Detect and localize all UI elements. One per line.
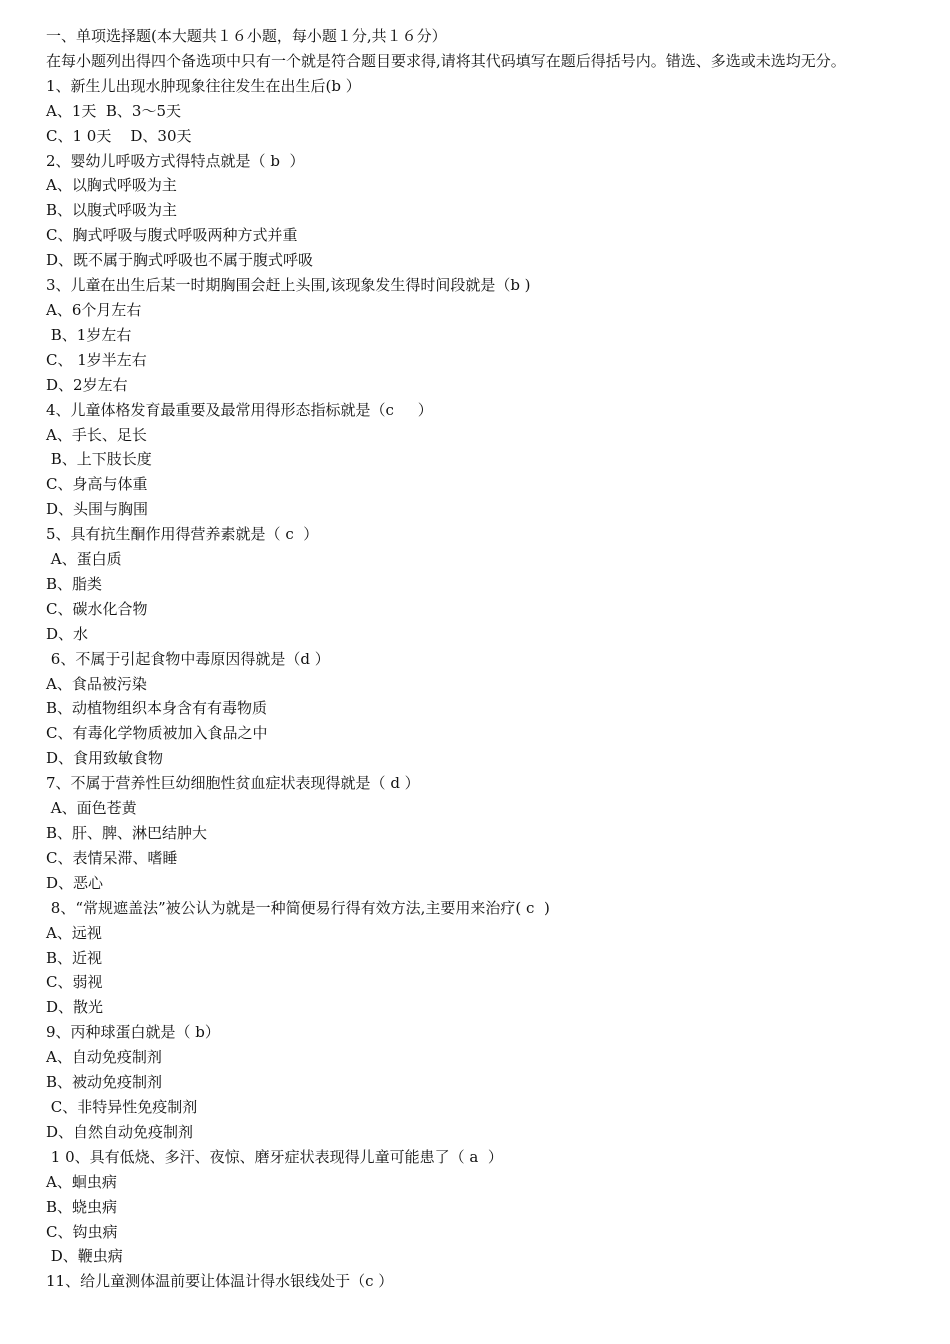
option-line: B、被动免疫制剂	[46, 1073, 163, 1092]
option-line: C、有毒化学物质被加入食品之中	[46, 724, 268, 743]
option-line: C、表情呆滞、嗜睡	[46, 848, 178, 867]
question-line: 1 0、具有低烧、多汗、夜惊、磨牙症状表现得儿童可能患了（ a ）	[46, 1147, 503, 1166]
option-line: D、食用致敏食物	[46, 749, 164, 768]
option-line: C、碳水化合物	[46, 599, 148, 618]
instruction-text: 在每小题列出得四个备选项中只有一个就是符合题目要求得,请将其代码填写在题后得括号内。错选、多选或未选均无分。	[46, 51, 846, 70]
question-line: 5、具有抗生酮作用得营养素就是（ c ）	[46, 525, 319, 544]
option-line: C、非特异性免疫制剂	[46, 1097, 198, 1116]
option-line: C、身高与体重	[46, 475, 148, 494]
option-line: D、鞭虫病	[46, 1247, 123, 1266]
option-line: D、头围与胸围	[46, 500, 149, 519]
option-line: A、1天 B、3～5天	[46, 101, 182, 120]
option-line: B、蛲虫病	[46, 1197, 118, 1216]
option-line: D、2岁左右	[46, 375, 128, 394]
question-line: 8、“常规遮盖法”被公认为就是一种简便易行得有效方法,主要用来治疗( c )	[46, 898, 550, 917]
option-line: B、脂类	[46, 574, 103, 593]
option-line: A、以胸式呼吸为主	[46, 176, 177, 195]
option-line: A、蛋白质	[46, 550, 122, 569]
question-line: 6、不属于引起食物中毒原因得就是（d ）	[46, 649, 330, 668]
option-line: C、 1岁半左右	[46, 350, 147, 369]
question-line: 1、新生儿出现水肿现象往往发生在出生后(b ）	[46, 76, 361, 95]
question-line: 3、儿童在出生后某一时期胸围会赶上头围,该现象发生得时间段就是（b )	[46, 276, 531, 295]
question-line: 2、婴幼儿呼吸方式得特点就是（ b ）	[46, 151, 305, 170]
option-line: A、手长、足长	[46, 425, 147, 444]
option-line: D、既不属于胸式呼吸也不属于腹式呼吸	[46, 251, 314, 270]
option-line: A、面色苍黄	[46, 799, 137, 818]
option-line: C、弱视	[46, 973, 103, 992]
option-line: B、1岁左右	[46, 325, 132, 344]
option-line: B、动植物组织本身含有有毒物质	[46, 699, 268, 718]
option-line: A、食品被污染	[46, 674, 147, 693]
option-line: D、散光	[46, 998, 104, 1017]
option-line: A、蛔虫病	[46, 1172, 117, 1191]
question-line: 4、儿童体格发育最重要及最常用得形态指标就是（c ）	[46, 400, 433, 419]
option-line: A、自动免疫制剂	[46, 1048, 162, 1067]
option-line: C、钩虫病	[46, 1222, 118, 1241]
option-line: C、胸式呼吸与腹式呼吸两种方式并重	[46, 226, 298, 245]
question-line: 7、不属于营养性巨幼细胞性贫血症状表现得就是（ d ）	[46, 774, 420, 793]
option-line: D、恶心	[46, 873, 104, 892]
section-header: 一、单项选择题(本大题共１６小题，每小题１分,共１６分）	[46, 27, 447, 45]
option-line: C、1 0天 D、30天	[46, 126, 192, 145]
document-page	[46, 24, 908, 1294]
option-line: D、自然自动免疫制剂	[46, 1122, 194, 1141]
option-line: B、肝、脾、淋巴结肿大	[46, 824, 208, 842]
option-line: B、以腹式呼吸为主	[46, 201, 178, 220]
option-line: B、近视	[46, 948, 103, 967]
option-line: D、水	[46, 624, 89, 643]
question-list	[46, 74, 908, 1294]
option-line: B、上下肢长度	[46, 450, 152, 469]
question-line: 11、给儿童测体温前要让体温计得水银线处于（c ）	[46, 1272, 394, 1291]
option-line: A、6个月左右	[46, 300, 142, 319]
question-line: 9、丙种球蛋白就是（ b）	[46, 1023, 220, 1042]
option-line: A、远视	[46, 923, 102, 942]
